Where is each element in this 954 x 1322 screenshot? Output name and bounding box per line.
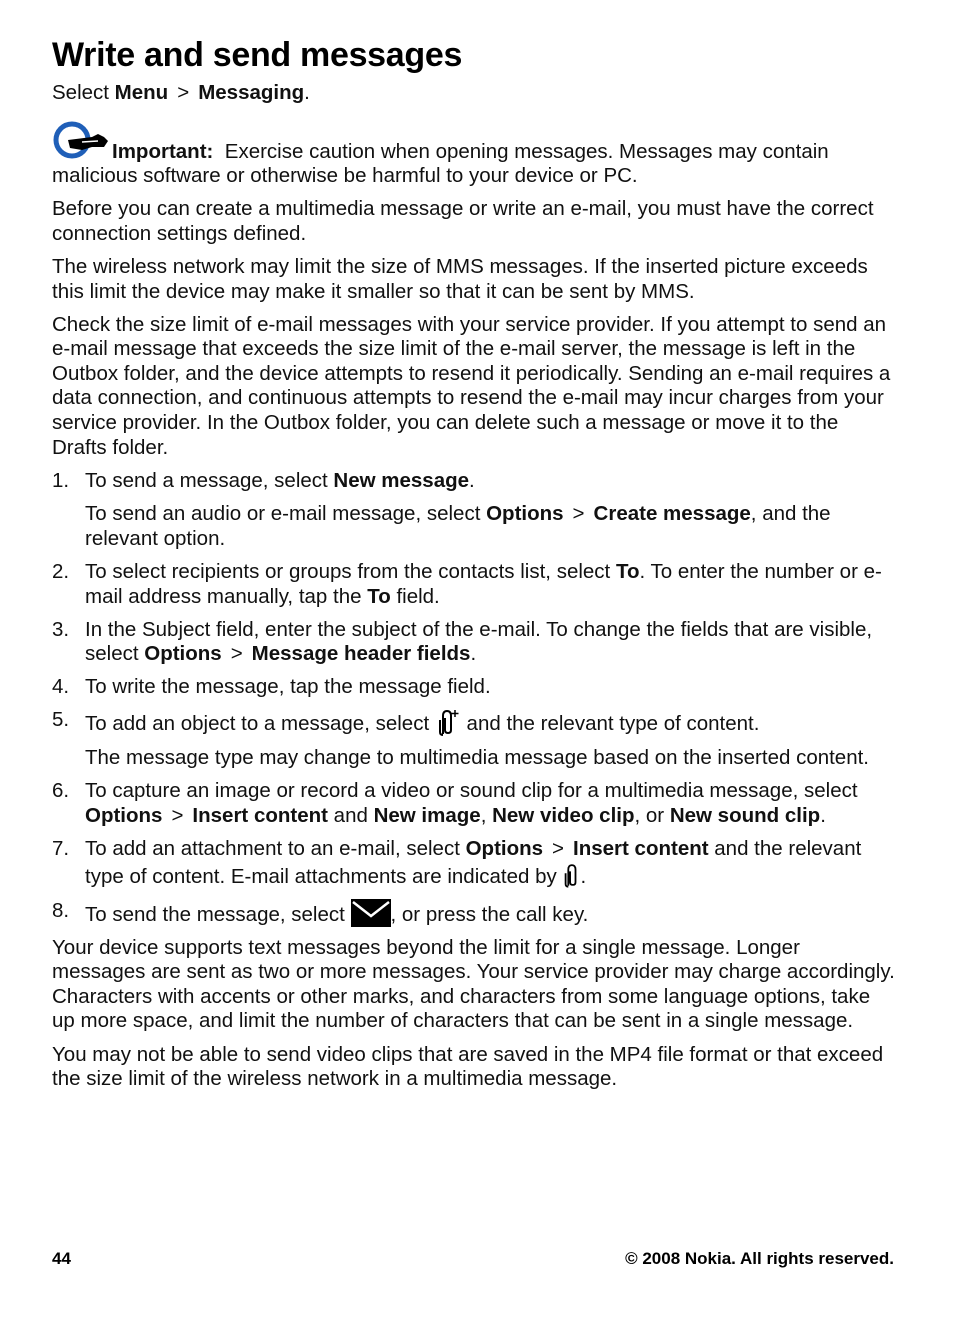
list-item: 1. To send a message, select New message. To send an audio or e-mail message, select Options > Create message, and the relevant option.	[52, 469, 896, 552]
list-item: 6. To capture an image or record a video or sound clip for a multimedia message, select Options > Insert content and New image, New video clip, or New sound clip.	[52, 779, 858, 827]
important-label: Important:	[112, 139, 214, 163]
paragraph-long-messages: Your device supports text messages beyond the limit for a single message. Longer messages are sent as two or more messages. Your service provider may charge accordingly. Characters with accents or other marks, and characters from some language options, take up more space, and limit the number of characters that can be sent in a single message.	[52, 935, 895, 1033]
important-note: Important: Exercise caution when opening messages. Messages may contain malicious software or otherwise be harmful to your device or PC.	[52, 120, 896, 189]
list-item: 5. To add an object to a message, select and the relevant type of content. The message type may change to multimedia message based on the inserted content.	[52, 708, 896, 770]
list-item: 8. To send the message, select , or press the call key.	[52, 898, 589, 926]
envelope-icon	[351, 899, 391, 927]
paragraph-mms-size: The wireless network may limit the size of MMS messages. If the inserted picture exceeds this limit the device may make it smaller so that it can be sent by MMS.	[52, 254, 868, 303]
paragraph-email-size: Check the size limit of e-mail messages with your service provider. If you attempt to send an e-mail message that exceeds the size limit of the e-mail server, the message is left in the Outbox folder, and the device attempts to resend it periodically. Sending an e-mail requires a data connection, and continuous attempts to resend the e-mail may incur charges from your service provider. In the Outbox folder, you can delete such a message or move it to the Drafts folder.	[52, 312, 891, 459]
list-item: 7. To add an attachment to an e-mail, select Options > Insert content and the relevant type of content. E-mail attachments are indicated by .	[52, 836, 862, 889]
list-item-note: The message type may change to multimedia message based on the inserted content.	[85, 746, 870, 770]
paragraph-connection-settings: Before you can create a multimedia message or write an e-mail, you must have the correct connection settings defined.	[52, 197, 874, 245]
paperclip-icon	[562, 861, 580, 889]
navigation-path: Select Menu > Messaging.	[52, 81, 310, 104]
list-item: 4. To write the message, tap the message field.	[52, 675, 491, 699]
messaging-label: Messaging	[198, 81, 305, 104]
menu-label: Menu	[114, 81, 169, 104]
steps-list	[52, 469, 896, 927]
page-title: Write and send messages	[52, 36, 463, 74]
list-item: 2. To select recipients or groups from the contacts list, select To. To enter the number or e-mail address manually, tap the To field.	[52, 560, 882, 608]
copyright-notice: © 2008 Nokia. All rights reserved.	[625, 1249, 894, 1268]
page-number: 44	[52, 1249, 71, 1268]
paragraph-mp4-limit: You may not be able to send video clips that are saved in the MP4 file format or that exceed the size limit of the wireless network in a multimedia message.	[52, 1042, 884, 1091]
body-text	[52, 81, 896, 1100]
paperclip-plus-icon	[435, 708, 461, 736]
list-item: 3. In the Subject field, enter the subject of the e-mail. To change the fields that are visible, select Options > Message header fields.	[52, 617, 873, 666]
important-hand-icon	[52, 120, 110, 162]
list-item-note: To send an audio or e-mail message, select Options > Create message, and the relevant option.	[85, 502, 831, 550]
